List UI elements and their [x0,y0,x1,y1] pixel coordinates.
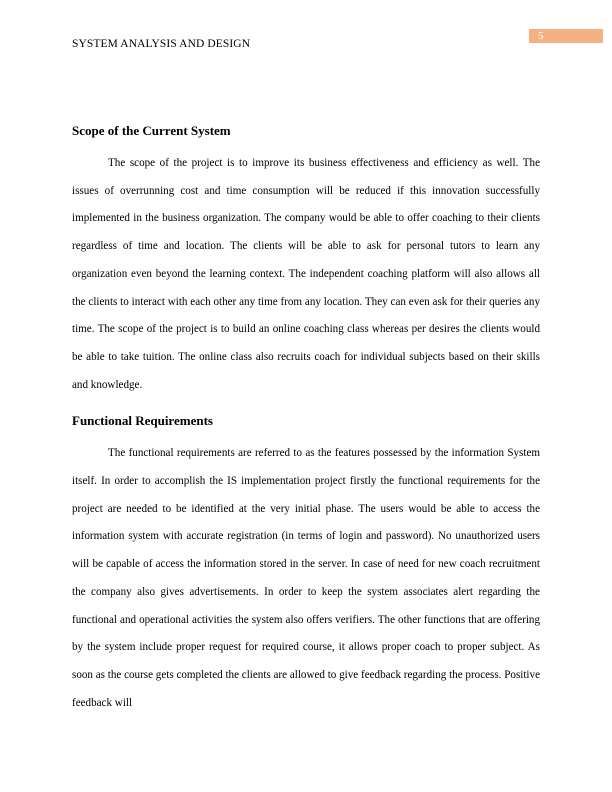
section-heading-scope: Scope of the Current System [72,123,231,138]
section-heading-functional-requirements: Functional Requirements [72,413,213,429]
section-paragraph-functional-requirements: The functional requirements are referred to as the features possessed by the information System itself. In order to accomplish the IS implementation project firstly the functional requirements for the project are needed to be identified at the very initial phase. The users would be able to access the information system with accurate registration (in terms of login and password). No unauthorized users will be capable of access the information stored in the server. In case of need for new coach recruitment the company also gives advertisements. In order to keep the system associates alert regarding the functional and operational activities the system also offers verifiers. The other functions that are offering by the system include proper request for required course, it allows proper coach to proper subject. As soon as the course gets completed the clients are allowed to give feedback regarding the process. Positive feedback will [72,447,540,709]
page-number: 5 [538,30,544,42]
running-head: SYSTEM ANALYSIS AND DESIGN [72,38,251,50]
document-body [72,123,540,717]
section-paragraph-scope: The scope of the project is to improve its business effectiveness and efficiency as well. The issues of overrunning cost and time consumption will be reduced if this innovation successfully implemented in the business organization. The company would be able to offer coaching to their clients regardless of time and location. The clients will be able to ask for personal tutors to learn any organization even beyond the learning context. The independent coaching platform will also allows all the clients to interact with each other any time from any location. They can even ask for their queries any time. The scope of the project is to build an online coaching class whereas per desires the clients would be able to take tuition. The online class also recruits coach for individual subjects based on their skills and knowledge. [72,157,540,391]
page-number-box [529,29,603,43]
